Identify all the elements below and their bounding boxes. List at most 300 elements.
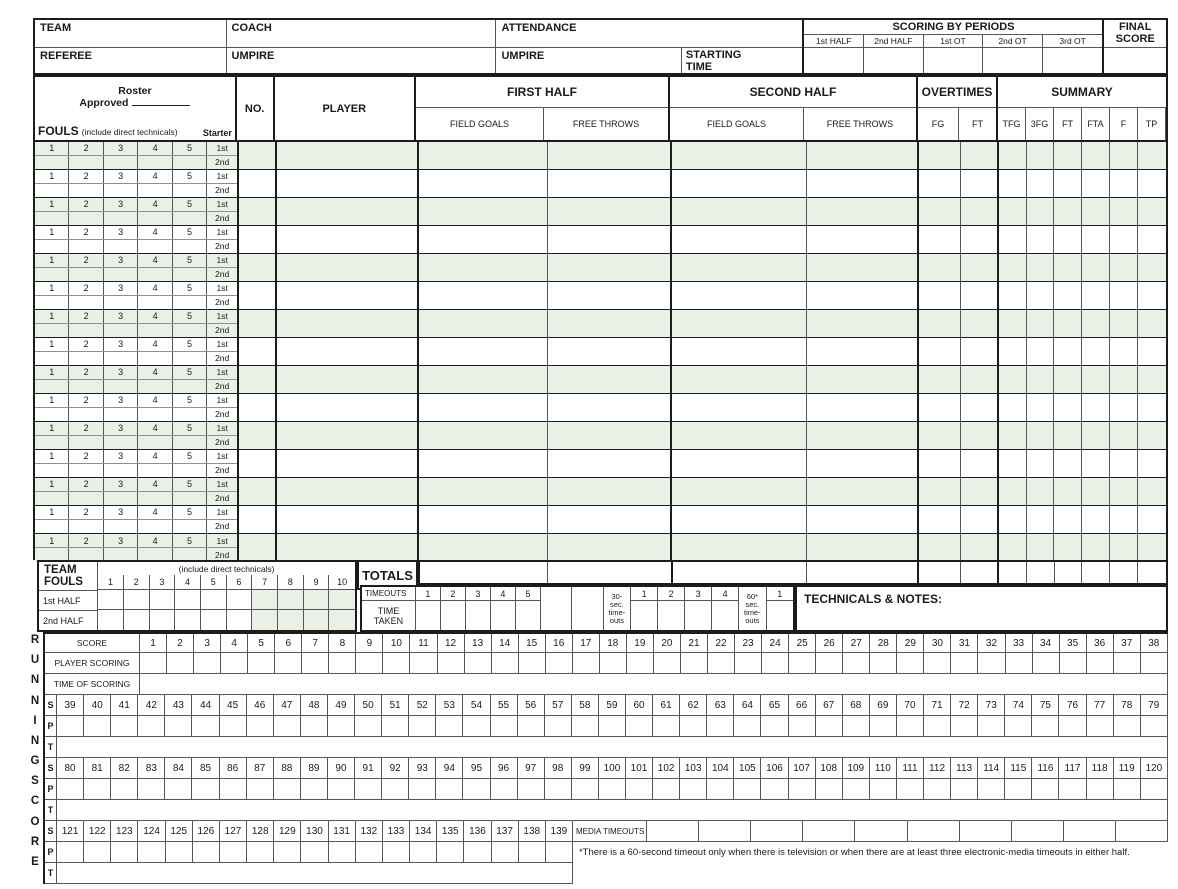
running-score-number: 33	[1006, 634, 1033, 653]
timeout-time-cell	[466, 601, 490, 630]
foul-extra-cell	[138, 184, 172, 197]
foul-4-cell: 4	[138, 226, 172, 239]
player-scoring-cell	[789, 779, 816, 800]
player-scoring-cell	[761, 716, 788, 737]
timeout-number: 1	[767, 587, 793, 601]
running-score-number: 84	[165, 758, 192, 779]
player-scoring-cell	[1033, 653, 1060, 674]
starter-second-half-cell: 2nd	[215, 353, 230, 364]
summary-f-cell	[1110, 254, 1138, 281]
foul-extra-cell	[173, 352, 207, 365]
running-score-number: 49	[328, 695, 355, 716]
starter-first-half-cell: 1st	[216, 367, 228, 378]
player-number-cell	[239, 506, 277, 533]
team-foul-cell	[150, 610, 176, 630]
player-scoring-cell	[111, 716, 138, 737]
running-score-number: 38	[1141, 634, 1168, 653]
foul-4-cell: 4	[138, 170, 172, 183]
coach-label: COACH	[231, 22, 272, 34]
timeouts-label: TIMEOUTS	[362, 587, 415, 601]
second-half-free-throws-cell	[807, 282, 920, 309]
player-row	[35, 534, 1166, 562]
overtime-ft-cell	[961, 450, 999, 477]
player-scoring-cell	[193, 842, 220, 863]
timeout-blank-column	[572, 587, 603, 630]
summary-f-cell	[1110, 506, 1138, 533]
foul-4-cell: 4	[138, 282, 172, 295]
running-score-number: 44	[192, 695, 219, 716]
player-row	[35, 142, 1166, 170]
thirty-sec-timeouts-label: 30- sec. time- outs	[604, 587, 631, 630]
totals-tfg-cell	[999, 562, 1027, 583]
overtimes-header-group	[918, 77, 998, 140]
summary-ft-cell	[1054, 254, 1082, 281]
running-score-number: 1	[140, 634, 167, 653]
running-score-number: 104	[707, 758, 734, 779]
foul-extra-cell	[69, 520, 103, 533]
running-score-number: 89	[301, 758, 328, 779]
player-number-cell	[239, 422, 277, 449]
team-fouls-second-half-label: 2nd HALF	[39, 610, 97, 630]
player-scoring-cell	[383, 653, 410, 674]
foul-1-cell: 1	[35, 170, 69, 183]
period-label: 2nd OT	[983, 35, 1043, 47]
player-column-header: PLAYER	[275, 77, 417, 140]
first-half-field-goals-cell	[419, 506, 547, 533]
summary-f-cell	[1110, 310, 1138, 337]
totals-3fg-cell	[1027, 562, 1055, 583]
running-score-number: 94	[436, 758, 463, 779]
foul-5-cell: 5	[173, 534, 207, 547]
period-labels-row	[804, 34, 1102, 47]
player-number-cell	[239, 254, 277, 281]
player-fouls-grid	[35, 226, 239, 253]
totals-overtime-ft-cell	[961, 562, 999, 583]
summary-tfg-cell	[999, 394, 1027, 421]
running-score-number: 114	[978, 758, 1005, 779]
foul-4-cell: 4	[138, 338, 172, 351]
running-score-letter: C	[30, 795, 40, 808]
running-score-number: 58	[572, 695, 599, 716]
player-rows	[35, 142, 1166, 562]
player-scoring-cell	[816, 779, 843, 800]
first-half-free-throws-cell	[548, 506, 672, 533]
overtime-fg-cell	[919, 282, 961, 309]
media-timeout-cell	[699, 821, 751, 842]
running-score-number: 92	[382, 758, 409, 779]
summary-f-cell	[1110, 422, 1138, 449]
player-scoring-cell	[626, 779, 653, 800]
summary-3fg-cell	[1027, 450, 1055, 477]
summary-fta-cell	[1082, 226, 1110, 253]
foul-4-cell: 4	[138, 142, 172, 155]
running-score-number: 137	[492, 821, 519, 842]
player-scoring-cell	[192, 716, 219, 737]
player-name-cell	[277, 506, 419, 533]
thirty-sec-timeout-column	[712, 587, 739, 630]
foul-extra-cell	[69, 408, 103, 421]
score-letter-cell: S	[45, 821, 57, 842]
player-scoring-cell	[436, 716, 463, 737]
foul-1-cell: 1	[35, 338, 69, 351]
overtime-fg-cell	[919, 198, 961, 225]
player-fouls-grid	[35, 198, 239, 225]
player-name-cell	[277, 450, 419, 477]
foul-extra-cell	[138, 464, 172, 477]
running-score-number: 134	[410, 821, 437, 842]
player-scoring-cell	[707, 716, 734, 737]
summary-f-cell	[1110, 282, 1138, 309]
player-scoring-cell	[1114, 653, 1141, 674]
player-name-cell	[277, 534, 419, 562]
foul-extra-cell	[173, 184, 207, 197]
summary-tfg-cell	[999, 366, 1027, 393]
team-fouls-note: (include direct technicals)	[178, 563, 275, 574]
summary-ft-cell	[1054, 478, 1082, 505]
player-scoring-cell	[247, 842, 274, 863]
player-row	[35, 198, 1166, 226]
player-number-cell	[239, 534, 277, 562]
summary-f-cell	[1110, 226, 1138, 253]
foul-extra-cell	[104, 408, 138, 421]
running-score-number: 118	[1087, 758, 1114, 779]
player-fouls-grid	[35, 310, 239, 337]
running-score-number: 100	[599, 758, 626, 779]
running-score-number: 62	[680, 695, 707, 716]
player-scoring-cell	[978, 779, 1005, 800]
foul-1-cell: 1	[35, 450, 69, 463]
totals-fta-cell	[1082, 562, 1110, 583]
media-timeout-cell	[1116, 821, 1168, 842]
player-scoring-cell	[194, 653, 221, 674]
timeouts-table	[360, 585, 795, 632]
summary-ft-cell	[1054, 170, 1082, 197]
roster-table	[33, 75, 1168, 560]
player-name-cell	[277, 142, 419, 169]
first-half-field-goals-header: FIELD GOALS	[416, 108, 544, 140]
running-score-number: 68	[843, 695, 870, 716]
summary-tp-cell	[1138, 338, 1166, 365]
first-half-free-throws-cell	[548, 478, 672, 505]
player-scoring-cell	[355, 716, 382, 737]
summary-fta-cell	[1082, 394, 1110, 421]
running-score-number: 112	[924, 758, 951, 779]
player-scoring-cell	[382, 779, 409, 800]
starting-time-label: STARTING TIME	[681, 48, 803, 73]
running-score-number: 43	[165, 695, 192, 716]
foul-1-cell: 1	[35, 282, 69, 295]
running-score-number: 31	[951, 634, 978, 653]
running-score-number: 47	[274, 695, 301, 716]
foul-extra-cell	[69, 268, 103, 281]
summary-fta-cell	[1082, 450, 1110, 477]
score-letter-cell: S	[45, 695, 57, 716]
timeout-column	[466, 587, 491, 630]
running-score-letter: R	[30, 835, 40, 848]
running-score-number: 85	[192, 758, 219, 779]
player-scoring-cell	[572, 779, 599, 800]
summary-tp-cell	[1138, 478, 1166, 505]
player-scoring-cell	[734, 716, 761, 737]
foul-extra-cell	[138, 352, 172, 365]
running-score-number: 111	[897, 758, 924, 779]
time-of-scoring-cell	[140, 674, 1168, 695]
running-score-number: 3	[194, 634, 221, 653]
summary-3fg-cell	[1027, 506, 1055, 533]
foul-extra-cell	[35, 184, 69, 197]
summary-fta-cell	[1082, 142, 1110, 169]
player-scoring-cell	[546, 653, 573, 674]
player-scoring-cell	[843, 779, 870, 800]
starter-second-half-cell: 2nd	[215, 381, 230, 392]
running-score-number: 117	[1059, 758, 1086, 779]
starter-column-label: Starter	[202, 128, 232, 138]
overtime-fg-cell	[919, 226, 961, 253]
running-score-number: 91	[355, 758, 382, 779]
summary-fta-cell	[1082, 170, 1110, 197]
second-half-field-goals-cell	[672, 338, 806, 365]
player-scoring-cell	[1141, 716, 1168, 737]
running-score-number: 32	[978, 634, 1005, 653]
media-timeout-cell	[908, 821, 960, 842]
player-scoring-cell	[627, 653, 654, 674]
running-score-number: 6	[275, 634, 302, 653]
overtime-ft-cell	[961, 254, 999, 281]
player-scoring-cell	[1060, 653, 1087, 674]
foul-extra-cell	[173, 324, 207, 337]
first-half-field-goals-cell	[419, 254, 547, 281]
running-score-letter: S	[31, 775, 39, 788]
player-scoring-cell	[355, 779, 382, 800]
running-score-number: 126	[193, 821, 220, 842]
running-score-number: 90	[328, 758, 355, 779]
foul-extra-cell	[138, 296, 172, 309]
running-score-number: 81	[84, 758, 111, 779]
foul-5-cell: 5	[173, 422, 207, 435]
starter-first-half-cell: 1st	[216, 283, 228, 294]
player-scoring-cell	[138, 716, 165, 737]
running-score-letter: G	[30, 755, 40, 768]
foul-extra-cell	[138, 520, 172, 533]
player-scoring-cell	[735, 653, 762, 674]
time-of-scoring-cell	[57, 863, 573, 884]
team-foul-number: 7	[252, 575, 278, 589]
summary-f-cell	[1110, 366, 1138, 393]
team-foul-cell	[98, 590, 124, 609]
summary-fta-cell	[1082, 338, 1110, 365]
running-score-number: 46	[247, 695, 274, 716]
final-score-label: FINAL SCORE	[1115, 21, 1155, 46]
player-row	[35, 254, 1166, 282]
second-half-field-goals-cell	[672, 366, 806, 393]
foul-extra-cell	[69, 436, 103, 449]
running-score-number: 20	[654, 634, 681, 653]
foul-extra-cell	[104, 268, 138, 281]
team-foul-cell	[278, 610, 304, 630]
player-scoring-cell	[220, 779, 247, 800]
second-half-free-throws-header: FREE THROWS	[826, 119, 894, 130]
summary-f-cell	[1110, 450, 1138, 477]
foul-extra-cell	[35, 156, 69, 169]
overtime-ft-cell	[961, 338, 999, 365]
team-foul-cell	[175, 610, 201, 630]
running-score-number: 98	[545, 758, 572, 779]
player-fouls-grid	[35, 142, 239, 169]
foul-extra-cell	[173, 492, 207, 505]
running-score-number: 22	[708, 634, 735, 653]
foul-extra-cell	[104, 212, 138, 225]
second-half-title: SECOND HALF	[670, 77, 916, 108]
player-scoring-cell	[138, 779, 165, 800]
second-half-free-throws-cell	[807, 478, 920, 505]
summary-f-cell	[1110, 478, 1138, 505]
running-score-number: 135	[437, 821, 464, 842]
starter-second-half-cell: 2nd	[215, 241, 230, 252]
foul-3-cell: 3	[104, 534, 138, 547]
running-score-number: 41	[111, 695, 138, 716]
summary-3fg-cell	[1027, 282, 1055, 309]
running-score-number: 88	[274, 758, 301, 779]
timeout-number: 4	[491, 587, 515, 601]
summary-ft-cell	[1054, 366, 1082, 393]
totals-ft-cell	[1055, 562, 1083, 583]
summary-tfg-cell	[999, 506, 1027, 533]
first-half-free-throws-cell	[548, 282, 672, 309]
summary-fta-cell	[1082, 506, 1110, 533]
running-score-letter: N	[30, 674, 40, 687]
running-score-number: 115	[1005, 758, 1032, 779]
team-foul-cell	[252, 610, 278, 630]
foul-2-cell: 2	[69, 226, 103, 239]
foul-2-cell: 2	[69, 450, 103, 463]
summary-ft-cell	[1054, 198, 1082, 225]
first-half-field-goals-cell	[419, 310, 547, 337]
foul-3-cell: 3	[104, 450, 138, 463]
running-score-number: 139	[546, 821, 573, 842]
running-score-number: 37	[1114, 634, 1141, 653]
running-score-number: 96	[491, 758, 518, 779]
player-number-cell	[239, 394, 277, 421]
first-half-free-throws-cell	[548, 170, 672, 197]
player-scoring-cell	[1032, 716, 1059, 737]
second-half-free-throws-cell	[807, 534, 920, 562]
running-score-number: 9	[356, 634, 383, 653]
team-foul-number: 3	[150, 575, 176, 589]
overtime-fg-cell	[919, 478, 961, 505]
foul-extra-cell	[69, 184, 103, 197]
first-half-field-goals-cell	[419, 226, 547, 253]
media-timeouts-label: MEDIA TIMEOUTS	[573, 821, 647, 842]
player-scoring-cell	[680, 716, 707, 737]
foul-4-cell: 4	[138, 394, 172, 407]
running-score-number: 93	[409, 758, 436, 779]
player-scoring-cell	[761, 779, 788, 800]
player-scoring-cell	[978, 716, 1005, 737]
foul-4-cell: 4	[138, 478, 172, 491]
roster-approved-blank-line	[132, 97, 190, 106]
second-half-field-goals-cell	[672, 282, 806, 309]
player-name-cell	[277, 338, 419, 365]
foul-2-cell: 2	[69, 170, 103, 183]
running-score-number: 40	[84, 695, 111, 716]
foul-extra-cell	[104, 380, 138, 393]
timeout-time-cell	[516, 601, 540, 630]
running-score-number: 42	[138, 695, 165, 716]
timeout-number: 1	[416, 587, 440, 601]
foul-extra-cell	[173, 408, 207, 421]
score-letter-cell: S	[45, 758, 57, 779]
summary-3fg-cell	[1027, 394, 1055, 421]
player-scoring-cell	[301, 842, 328, 863]
foul-extra-cell	[173, 156, 207, 169]
second-half-free-throws-cell	[807, 506, 920, 533]
team-foul-cell	[329, 590, 355, 609]
running-score-number: 36	[1087, 634, 1114, 653]
final-score-cell	[1104, 47, 1166, 73]
overtime-ft-cell	[961, 366, 999, 393]
summary-tp-cell	[1138, 226, 1166, 253]
foul-3-cell: 3	[104, 394, 138, 407]
running-score-number: 72	[951, 695, 978, 716]
foul-4-cell: 4	[138, 254, 172, 267]
foul-5-cell: 5	[173, 282, 207, 295]
running-score-letter: O	[30, 815, 40, 828]
running-score-number: 121	[57, 821, 84, 842]
player-scoring-cell	[653, 779, 680, 800]
foul-extra-cell	[173, 268, 207, 281]
media-timeout-cell	[1064, 821, 1116, 842]
team-foul-cell	[252, 590, 278, 609]
running-score-letter: U	[30, 654, 40, 667]
running-score-number: 14	[492, 634, 519, 653]
timeout-blank-column	[541, 587, 572, 630]
timeout-column	[516, 587, 541, 630]
starter-first-half-cell: 1st	[216, 479, 228, 490]
second-half-field-goals-cell	[672, 478, 806, 505]
foul-3-cell: 3	[104, 226, 138, 239]
summary-fta-cell	[1082, 478, 1110, 505]
timeout-time-cell	[491, 601, 515, 630]
player-scoring-cell	[978, 653, 1005, 674]
running-score-number: 52	[409, 695, 436, 716]
player-fouls-grid	[35, 338, 239, 365]
fouls-label: FOULS	[38, 124, 79, 138]
player-row	[35, 338, 1166, 366]
running-score-number: 138	[519, 821, 546, 842]
player-number-cell	[239, 478, 277, 505]
foul-5-cell: 5	[173, 310, 207, 323]
player-scoring-cell	[247, 779, 274, 800]
player-scoring-cell	[383, 842, 410, 863]
foul-extra-cell	[69, 380, 103, 393]
media-timeout-cell	[855, 821, 907, 842]
player-scoring-cell	[924, 779, 951, 800]
second-half-field-goals-cell	[672, 310, 806, 337]
summary-fta-cell	[1082, 534, 1110, 562]
running-score-number: 99	[572, 758, 599, 779]
second-half-field-goals-cell	[672, 534, 806, 562]
player-row	[35, 506, 1166, 534]
overtime-ft-cell	[961, 142, 999, 169]
foul-5-cell: 5	[173, 254, 207, 267]
player-number-cell	[239, 226, 277, 253]
timeout-time-cell	[441, 601, 465, 630]
running-score-number: 11	[410, 634, 437, 653]
foul-1-cell: 1	[35, 394, 69, 407]
period-score-cell	[1043, 48, 1103, 73]
foul-2-cell: 2	[69, 478, 103, 491]
starter-first-half-cell: 1st	[216, 255, 228, 266]
